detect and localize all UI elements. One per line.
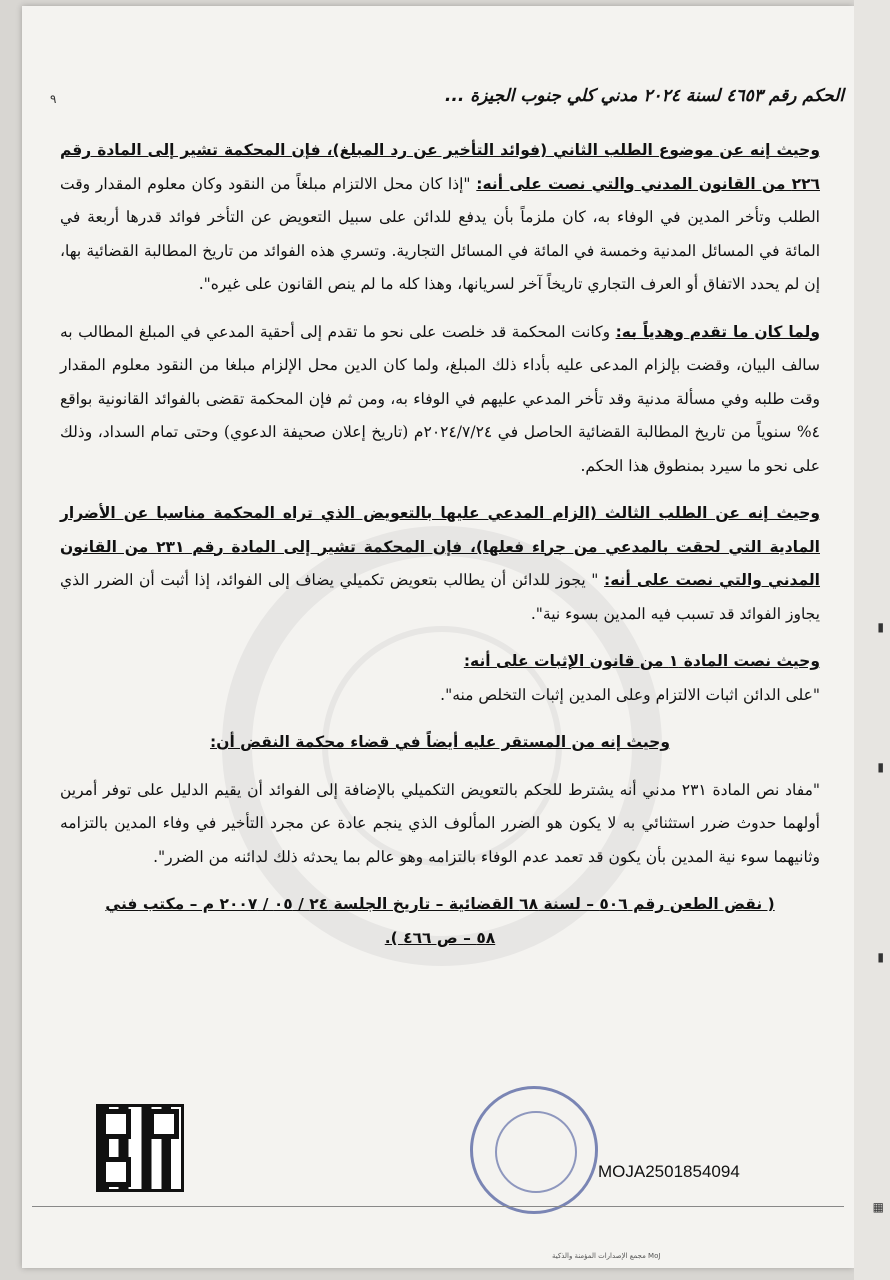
paragraph-lead: وحيث نصت المادة ١ من قانون الإثبات على أنه: — [463, 652, 820, 670]
judgment-header: الحكم رقم ٤٦٥٣ لسنة ٢٠٢٤ مدني كلي جنوب الجيزة ... — [444, 86, 844, 106]
paragraph-cassation-text — [60, 774, 820, 875]
stamp-eagle-icon — [495, 1111, 577, 1193]
paragraph-text: "على الدائن اثبات الالتزام وعلى المدين إثبات التخلص منه". — [440, 685, 820, 704]
edge-mark: ▮ — [877, 620, 884, 634]
paragraph-second-request — [60, 134, 820, 302]
paragraph-third-request — [60, 497, 820, 631]
judgment-body — [60, 134, 820, 955]
citation-line: ٥٨ – ص ٤٦٦ ). — [384, 928, 496, 947]
qr-code-icon — [96, 1104, 184, 1192]
paragraph-text: "إذا كان محل الالتزام مبلغاً من النقود وكان معلوم المقدار وقت الطلب وتأخر المدين في الوفاء به، كان ملزماً بأن يدفع للدائن على سبيل التعويض عن التأخر فوائد قدرها أربعة في المائة في المسائل المدنية وخمسة في المائة في المسائل التجارية. وتسري هذه الفوائد من تاريخ المطالبة القضائية بها، إن لم يحدد الاتفاق أو العرف التجاري تاريخاً آخر لسريانها، وهذا كله ما لم ينص القانون على غيره". — [60, 174, 820, 293]
page-number: ٩ — [50, 92, 57, 106]
edge-mark: ▮ — [877, 950, 884, 964]
cassation-citation — [60, 888, 820, 955]
citation-line: ( نقض الطعن رقم ٥٠٦ – لسنة ٦٨ القضائية – تاريخ الجلسة ٢٤ / ٠٥ / ٢٠٠٧ م – مكتب فني — [105, 895, 775, 913]
paragraph-lead: وحيث إنه عن الطلب الثالث (الزام المدعي عليها بالتعويض الذي تراه المحكمة مناسبا عن الأضرار المادية التي لحقت بالمدعي من جراء فعلها)، فإن المحكمة تشير إلى المادة رقم ٢٣١ من القانون المدني والتي نصت على أنه: — [60, 504, 820, 589]
document-page — [22, 6, 854, 1268]
paragraph-lead: وحيث إنه عن موضوع الطلب الثاني (فوائد التأخير عن رد المبلغ)، فإن المحكمة تشير إلى المادة رقم ٢٢٦ من القانون المدني والتي نصت على أنه: — [60, 141, 820, 193]
edge-qr-icon: ▦ — [872, 1200, 884, 1214]
footer-note: مجمع الإصدارات المؤمنة والذكية MoJ — [552, 1252, 661, 1260]
paragraph-cassation-lead — [60, 726, 820, 760]
qr-corner — [101, 1157, 131, 1187]
paragraph-conclusion — [60, 316, 820, 484]
edge-mark: ▮ — [877, 760, 884, 774]
paragraph-text: " يجوز للدائن أن يطالب بتعويض تكميلي يضاف إلى الفوائد، إذا أثبت أن الضرر الذي يجاوز الفوائد قد تسبب فيه المدين بسوء نية". — [60, 571, 820, 623]
paragraph-lead: ولما كان ما تقدم وهدياً به: — [615, 322, 821, 341]
paragraph-text: وكانت المحكمة قد خلصت على نحو ما تقدم إلى أحقية المدعي في المبلغ المطالب به سالف البيان، وقضت بإلزام المدعى عليه بأداء ذلك المبلغ، ولما كان الدين محل الإلزام مبلغا من النقود معلوم المقدار وقت طلبه وفي مسألة مدنية وقد تأخر المدعي عليهم في الوفاء به، ومن ثم فإن المحكمة تقضى بالفوائد القانونية بواقع ٤% سنوياً من تاريخ المطالبة القضائية الحاصل في ٢٠٢٤/٧/٢٤م (تاريخ إعلان صحيفة الدعوي) وحتى تمام السداد، وذلك على نحو ما سيرد بمنطوق هذا الحكم. — [60, 322, 820, 475]
paragraph-lead: وحيث إنه من المستقر عليه أيضاً في قضاء محكمة النقض أن: — [210, 733, 670, 751]
footer-divider — [32, 1206, 844, 1207]
paragraph-text: "مفاد نص المادة ٢٣١ مدني أنه يشترط للحكم بالتعويض التكميلي بالإضافة إلى الفوائد أن يقيم الدليل على توفر أمرين أولهما حدوث ضرر استثنائي به لا يكون هو الضرر المألوف الذي ينجم عادة عن مجرد التأخير في وفاء المدين بالتزامه وثانيهما سوء نية المدين بأن يكون قد تعمد عدم الوفاء بالتزامه وهو عالم بما يحدثه ذلك لدائنه من الضرر". — [60, 780, 821, 866]
official-stamp — [470, 1086, 598, 1214]
qr-corner — [101, 1109, 131, 1139]
paragraph-evidence-law — [60, 645, 820, 712]
adjacent-page-edge — [854, 0, 890, 1280]
document-reference-code: MOJA2501854094 — [598, 1162, 740, 1181]
qr-corner — [149, 1109, 179, 1139]
